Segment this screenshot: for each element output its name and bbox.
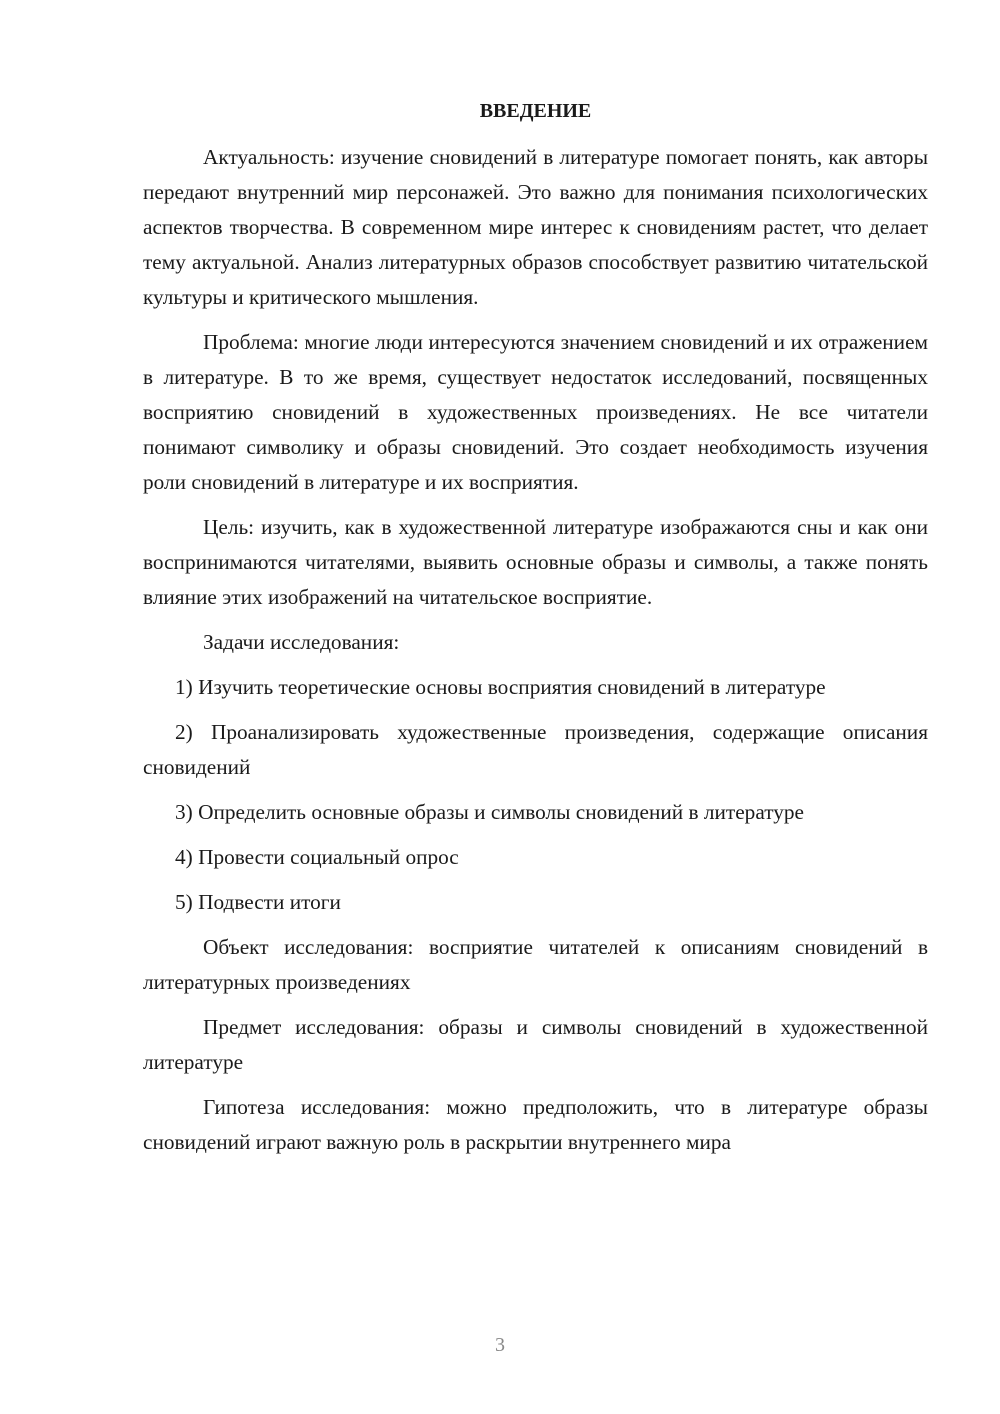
task-item-3: 3) Определить основные образы и символы сновидений в литературе: [175, 800, 804, 824]
problem-paragraph: Проблема: многие люди интересуются значением сновидений и их отражением в литературе. В то же время, существует недостаток исследований, посвященных восприятию сновидений в художественных произведениях. Не все читатели понимают символику и образы сновидений. Это создает необходимость изучения роли сновидений в литературе и их восприятия.: [143, 330, 928, 494]
page-number: 3: [495, 1334, 505, 1356]
task-item-5: 5) Подвести итоги: [175, 890, 341, 914]
tasks-title: Задачи исследования:: [203, 630, 400, 654]
subject-paragraph: Предмет исследования: образы и символы сновидений в художественной литературе: [143, 1015, 928, 1074]
relevance-paragraph: Актуальность: изучение сновидений в литературе помогает понять, как авторы передают внутренний мир персонажей. Это важно для понимания психологических аспектов творчества. В современном мире интерес к сновидениям растет, что делает тему актуальной. Анализ литературных образов способствует развитию читательской культуры и критического мышления.: [143, 145, 928, 309]
task-item-1: 1) Изучить теоретические основы восприятия сновидений в литературе: [175, 675, 826, 699]
document-page: [143, 94, 928, 1170]
section-heading: ВВЕДЕНИЕ: [479, 100, 592, 122]
task-item-4: 4) Провести социальный опрос: [175, 845, 459, 869]
object-paragraph: Объект исследования: восприятие читателей к описаниям сновидений в литературных произведениях: [143, 935, 928, 994]
hypothesis-paragraph: Гипотеза исследования: можно предположить, что в литературе образы сновидений играют важную роль в раскрытии внутреннего мира: [143, 1095, 928, 1154]
task-item-2: 2) Проанализировать художественные произведения, содержащие описания сновидений: [143, 720, 928, 779]
goal-paragraph: Цель: изучить, как в художественной литературе изображаются сны и как они воспринимаются читателями, выявить основные образы и символы, а также понять влияние этих изображений на читательское восприятие.: [143, 515, 928, 609]
